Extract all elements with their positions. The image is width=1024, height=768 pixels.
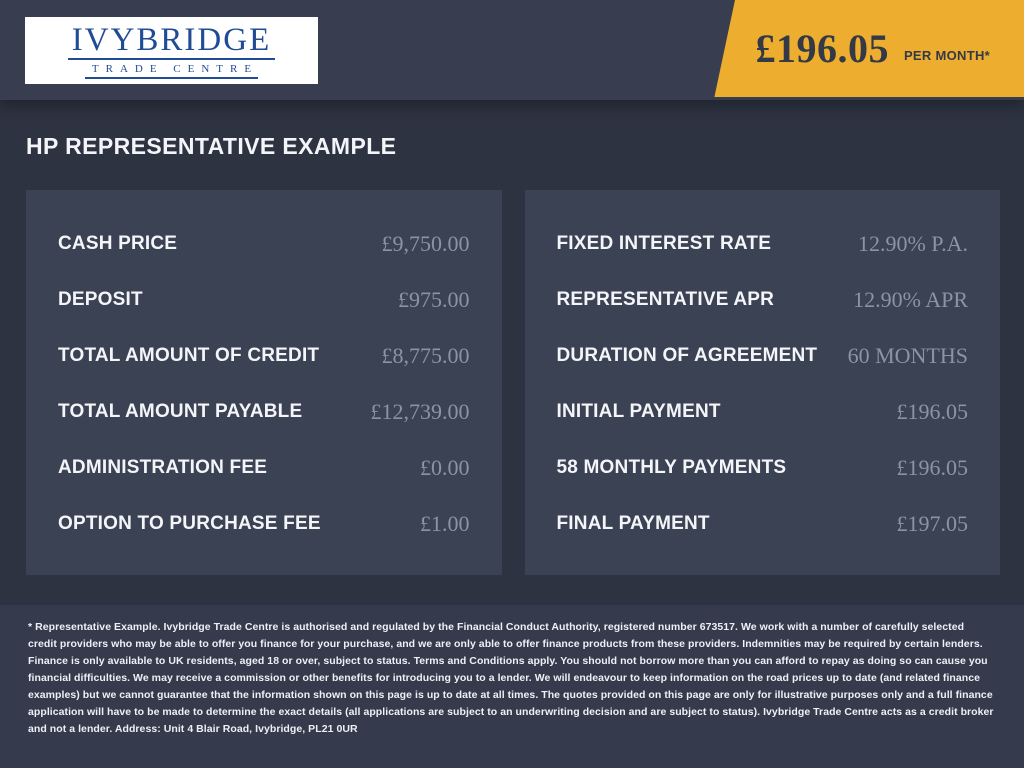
brand-logo[interactable] xyxy=(25,17,318,84)
finance-row-cash-price xyxy=(58,216,470,272)
finance-row-deposit xyxy=(58,272,470,328)
finance-value: £8,775.00 xyxy=(381,343,470,368)
footer-section xyxy=(0,605,1024,768)
finance-row-option-fee xyxy=(58,496,470,552)
finance-value: £1.00 xyxy=(420,511,470,536)
finance-row-total-payable xyxy=(58,384,470,440)
finance-label: CASH PRICE xyxy=(58,233,178,254)
finance-label: 58 MONTHLY PAYMENTS xyxy=(556,457,787,478)
finance-row-total-credit xyxy=(58,328,470,384)
finance-label: REPRESENTATIVE APR xyxy=(556,289,775,310)
finance-value: £196.05 xyxy=(896,455,968,480)
finance-value: £0.00 xyxy=(420,455,470,480)
finance-row-interest-rate xyxy=(557,216,969,272)
monthly-price-content xyxy=(755,0,990,97)
finance-label: TOTAL AMOUNT OF CREDIT xyxy=(58,345,320,366)
finance-value: £197.05 xyxy=(896,511,968,536)
finance-row-initial-payment xyxy=(557,384,969,440)
finance-panel-right xyxy=(525,190,1001,575)
finance-panel-left xyxy=(26,190,502,575)
finance-label: ADMINISTRATION FEE xyxy=(58,457,268,478)
brand-logo-title: IVYBRIDGE xyxy=(68,23,275,60)
finance-row-admin-fee xyxy=(58,440,470,496)
main-section xyxy=(0,100,1024,605)
finance-row-duration xyxy=(557,328,969,384)
monthly-price-amount: £196.05 xyxy=(755,26,889,71)
finance-label: DURATION OF AGREEMENT xyxy=(556,345,818,366)
finance-row-apr xyxy=(557,272,969,328)
header-bar xyxy=(0,0,1024,100)
finance-value: 60 MONTHS xyxy=(847,343,968,368)
finance-row-final-payment xyxy=(557,496,969,552)
finance-label: INITIAL PAYMENT xyxy=(556,401,721,422)
finance-panels xyxy=(26,190,1000,575)
brand-logo-subtitle: TRADE CENTRE xyxy=(85,61,258,79)
finance-row-monthly-payments xyxy=(557,440,969,496)
finance-label: OPTION TO PURCHASE FEE xyxy=(58,513,321,534)
finance-value: £9,750.00 xyxy=(381,231,470,256)
finance-value: 12.90% P.A. xyxy=(857,231,968,256)
finance-label: FINAL PAYMENT xyxy=(556,513,710,534)
finance-value: £975.00 xyxy=(398,287,470,312)
finance-value: £12,739.00 xyxy=(370,399,470,424)
page-title: HP REPRESENTATIVE EXAMPLE xyxy=(26,133,397,159)
finance-label: TOTAL AMOUNT PAYABLE xyxy=(58,401,303,422)
per-month-label: PER MONTH* xyxy=(903,48,990,63)
disclaimer-text: * Representative Example. Ivybridge Trade Centre is authorised and regulated by the Financial Conduct Authority, registered number 673517. We work with a number of carefully selected credit providers who may be able to offer you finance for your purchase, and we are only able to offer finance products from these providers. Indemnities may be required by certain lenders. Finance is only available to UK residents, aged 18 or over, subject to status. Terms and Conditions apply. You should not borrow more than you can afford to repay as doing so can cause you financial difficulties. We may receive a commission or other benefits for introducing you to a lender. We will endeavour to keep information on the road prices up to date (and related finance examples) but we cannot guarantee that the information shown on this page is up to date at all times. The quotes provided on this page are only for illustrative purposes only and a full finance application will have to be made to determine the exact details (all applications are subject to an underwriting decision and are subject to status). Ivybridge Trade Centre acts as a credit broker and not a lender. Address: Unit 4 Blair Road, Ivybridge, PL21 0UR xyxy=(28,621,994,735)
finance-value: 12.90% APR xyxy=(853,287,968,312)
finance-value: £196.05 xyxy=(896,399,968,424)
finance-label: FIXED INTEREST RATE xyxy=(556,233,772,254)
finance-label: DEPOSIT xyxy=(58,289,143,310)
